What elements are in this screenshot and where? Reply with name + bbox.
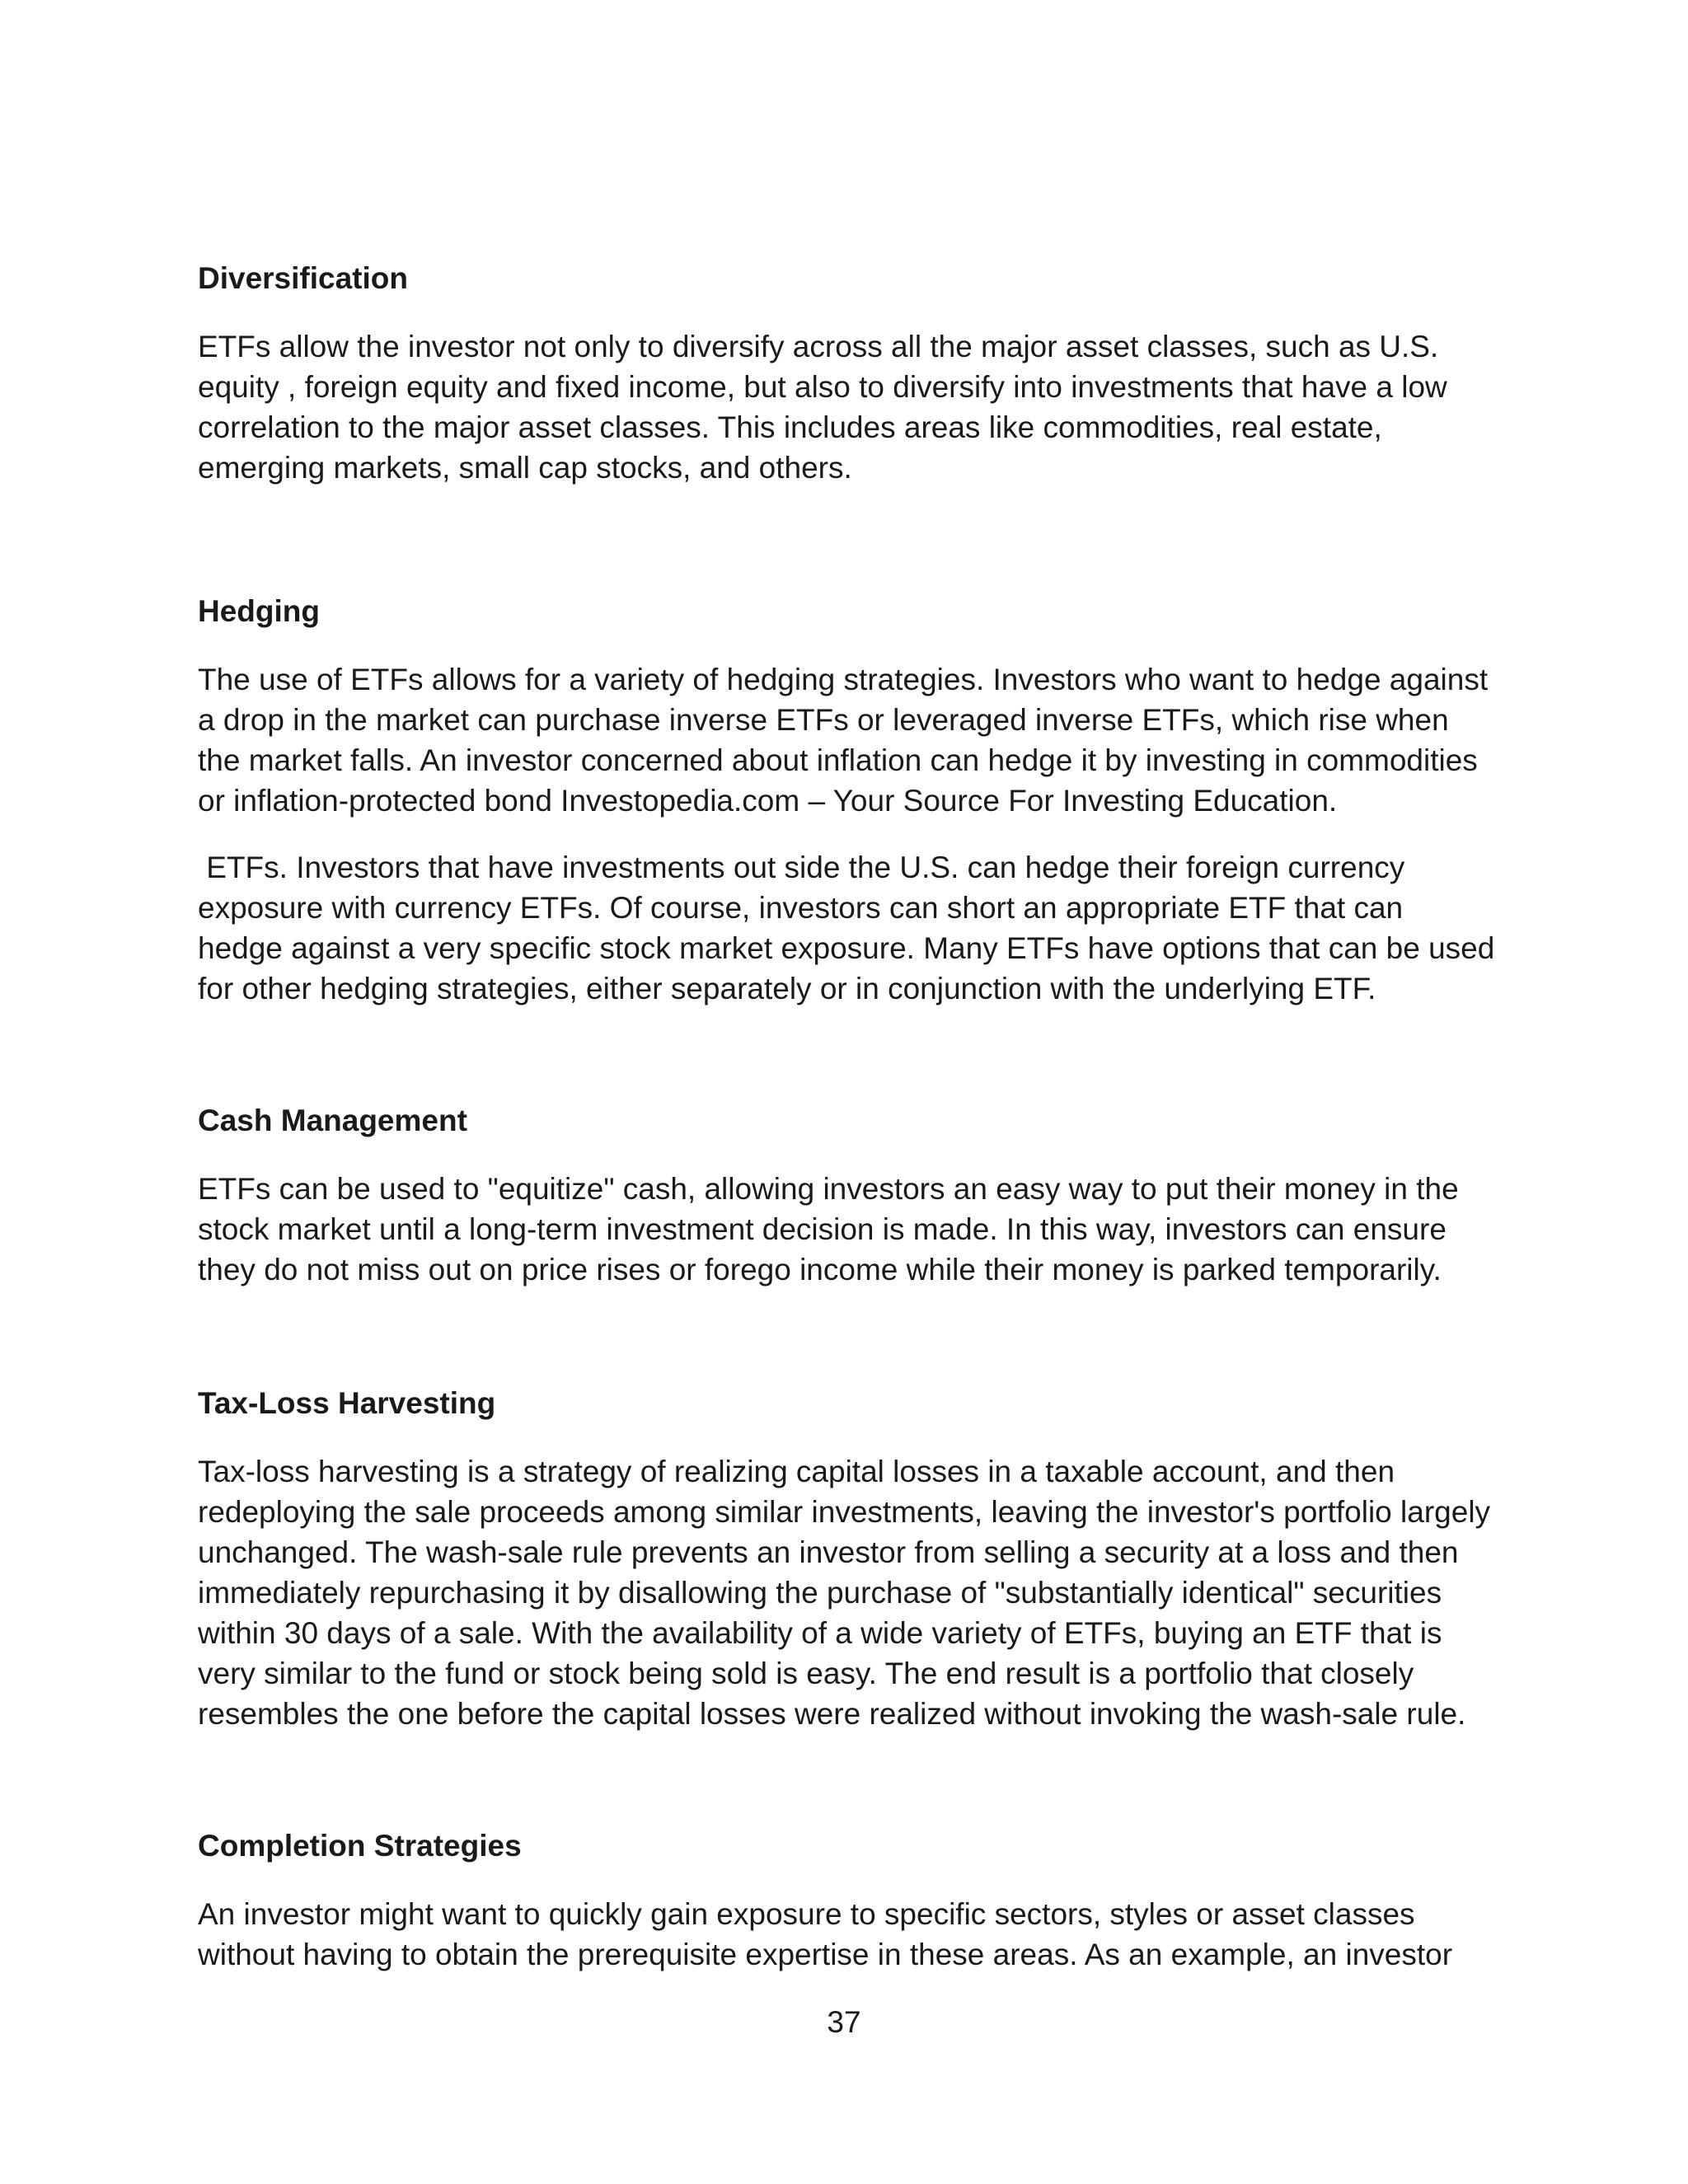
text-line: ETFs allow the investor not only to diversify across all the major asset classes, such as U.S. xyxy=(198,330,1439,363)
text-line: equity , foreign equity and fixed income, but also to diversify into investments that have a low xyxy=(198,370,1447,404)
page-content xyxy=(198,259,1500,1975)
paragraph-cash-management xyxy=(198,1169,1500,1290)
paragraph-hedging-1 xyxy=(198,659,1500,821)
text-line: correlation to the major asset classes. This includes areas like commodities, real estate, xyxy=(198,410,1382,444)
text-line: a drop in the market can purchase inverse ETFs or leveraged inverse ETFs, which rise when xyxy=(198,703,1449,737)
section-heading-completion-strategies: Completion Strategies xyxy=(198,1829,522,1863)
page-number: 37 xyxy=(827,2005,861,2039)
text-line: within 30 days of a sale. With the availability of a wide variety of ETFs, buying an ETF that is xyxy=(198,1616,1442,1650)
text-line: or inflation-protected bond Investopedia.com – Your Source For Investing Education. xyxy=(198,784,1338,818)
text-line: exposure with currency ETFs. Of course, investors can short an appropriate ETF that can xyxy=(198,891,1404,925)
text-line: resembles the one before the capital losses were realized without invoking the wash-sale rule. xyxy=(198,1697,1466,1731)
text-line: unchanged. The wash-sale rule prevents an investor from selling a security at a loss and then xyxy=(198,1535,1459,1569)
text-line: Tax-loss harvesting is a strategy of realizing capital losses in a taxable account, and then xyxy=(198,1455,1395,1488)
text-line: redeploying the sale proceeds among similar investments, leaving the investor's portfolio largely xyxy=(198,1495,1491,1529)
paragraph-tax-loss-harvesting xyxy=(198,1451,1500,1734)
text-line: hedge against a very specific stock market exposure. Many ETFs have options that can be used xyxy=(198,931,1495,965)
section-heading-cash-management: Cash Management xyxy=(198,1104,467,1137)
text-line: they do not miss out on price rises or forego income while their money is parked temporarily. xyxy=(198,1253,1442,1286)
paragraph-hedging-2 xyxy=(198,847,1500,1009)
section-heading-diversification: Diversification xyxy=(198,261,408,295)
text-line: ETFs can be used to "equitize" cash, allowing investors an easy way to put their money in the xyxy=(198,1172,1459,1206)
text-line: for other hedging strategies, either separately or in conjunction with the underlying ETF. xyxy=(198,972,1376,1005)
paragraph-completion-strategies xyxy=(198,1894,1500,1975)
text-line: without having to obtain the prerequisite expertise in these areas. As an example, an investor xyxy=(198,1938,1453,1971)
text-line: emerging markets, small cap stocks, and others. xyxy=(198,451,852,485)
text-line: stock market until a long-term investment decision is made. In this way, investors can ensure xyxy=(198,1212,1447,1246)
text-line: An investor might want to quickly gain exposure to specific sectors, styles or asset classes xyxy=(198,1897,1415,1931)
paragraph-diversification xyxy=(198,326,1500,488)
section-heading-hedging: Hedging xyxy=(198,594,320,628)
text-line: the market falls. An investor concerned about inflation can hedge it by investing in commodities xyxy=(198,743,1478,777)
text-line: The use of ETFs allows for a variety of hedging strategies. Investors who want to hedge against xyxy=(198,663,1489,696)
text-line: very similar to the fund or stock being sold is easy. The end result is a portfolio that closely xyxy=(198,1657,1414,1690)
text-line: ETFs. Investors that have investments out side the U.S. can hedge their foreign currency xyxy=(198,851,1405,884)
section-heading-tax-loss-harvesting: Tax-Loss Harvesting xyxy=(198,1386,496,1420)
text-line: immediately repurchasing it by disallowing the purchase of "substantially identical" securities xyxy=(198,1576,1442,1610)
